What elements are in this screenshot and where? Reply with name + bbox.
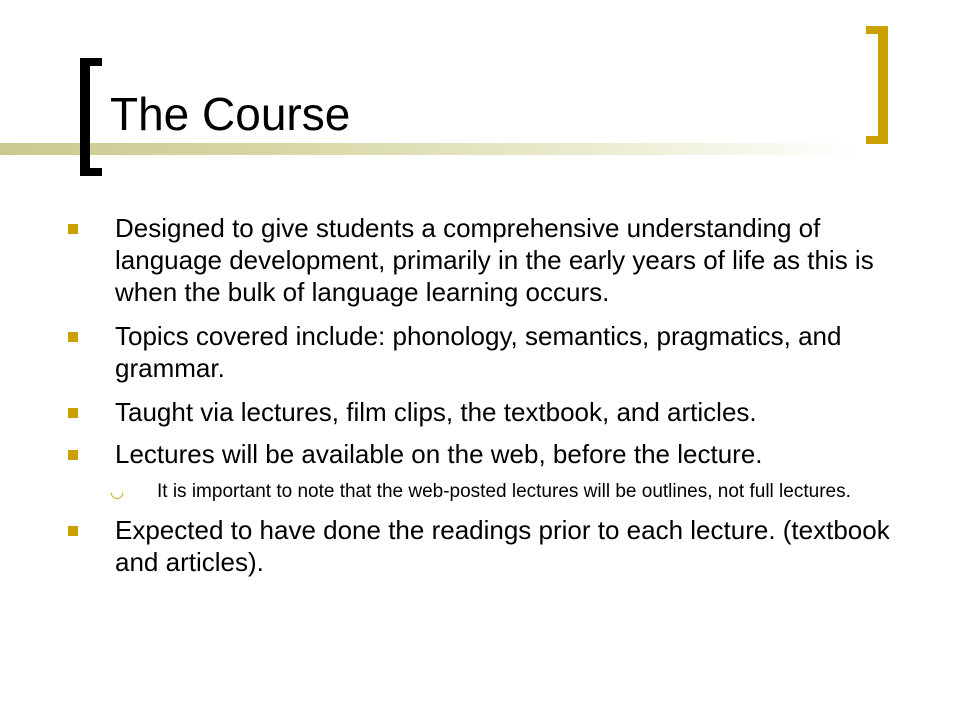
- slide-title: The Course: [110, 88, 351, 140]
- bullet-text: Topics covered include: phonology, semantics, pragmatics, and grammar.: [115, 321, 842, 383]
- bullet-item: [60, 438, 920, 470]
- square-bullet-icon: [68, 408, 78, 418]
- bullet-item: [60, 212, 920, 308]
- bullet-text: Designed to give students a comprehensive understanding of language development, primarily in the early years of life as this is when the bulk of language learning occurs.: [115, 213, 874, 307]
- bullet-item: [60, 514, 920, 578]
- bullet-text: Expected to have done the readings prior to each lecture. (textbook and articles).: [115, 515, 890, 577]
- square-bullet-icon: [68, 332, 78, 342]
- square-bullet-icon: [68, 526, 78, 536]
- bullet-text: Lectures will be available on the web, before the lecture.: [115, 439, 763, 469]
- sub-bullet-item: [60, 480, 920, 504]
- square-bullet-icon: [68, 224, 78, 234]
- title-underline-bar: [0, 143, 860, 155]
- square-bullet-icon: [68, 450, 78, 460]
- sub-bullet-text: It is important to note that the web-posted lectures will be outlines, not full lectures.: [157, 481, 851, 502]
- circle-arc-bullet-icon: ◡: [110, 482, 124, 501]
- bullet-text: Taught via lectures, film clips, the textbook, and articles.: [115, 397, 757, 427]
- right-bracket-decoration: [866, 26, 888, 144]
- bullet-item: [60, 320, 920, 384]
- bullet-item: [60, 396, 920, 428]
- left-bracket-decoration: [80, 58, 102, 176]
- slide-body: [60, 212, 920, 578]
